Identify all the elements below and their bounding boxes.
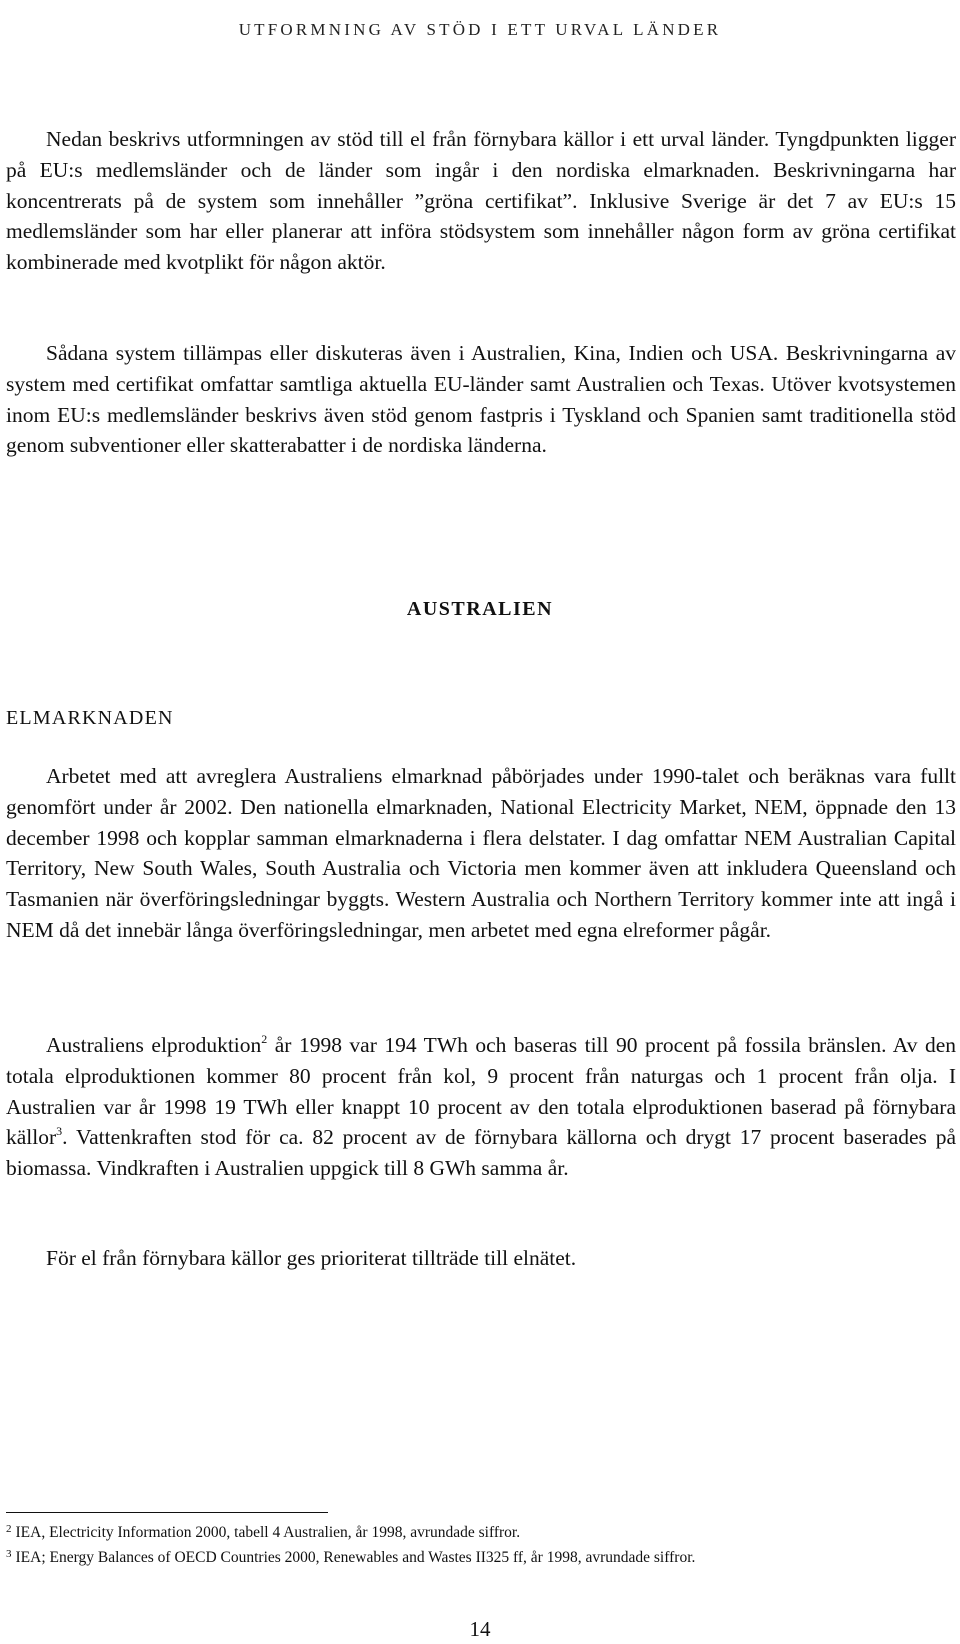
footnote-divider xyxy=(6,1512,328,1513)
intro-paragraph-2 xyxy=(6,338,956,461)
section-title: AUSTRALIEN xyxy=(406,598,554,620)
footnote-text: IEA; Energy Balances of OECD Countries 2000, Renewables and Wastes II325 ff, år 1998, avrundade siffror. xyxy=(15,1549,696,1566)
section-paragraph-1-text: Arbetet med att avreglera Australiens elmarknad påbörjades under 1990-talet och beräknas vara fullt genomfört under år 2002. Den nationella elmarknaden, National Electricity Market, NEM, öppnade den 13 december 1998 och kopplar samman elmarknaderna i flera delstater. I dag omfattar NEM Australian Capital Territory, New South Wales, South Australia och Victoria men kommer även att inkludera Queensland och Tasmanien när överföringsledningar byggts. Western Australia och Northern Territory kommer inte att ingå i NEM då det innebär långa överföringsledningar, men arbetet med egna elreformer pågår. xyxy=(6,764,956,942)
intro-paragraph-2-text: Sådana system tillämpas eller diskuteras även i Australien, Kina, Indien och USA. Beskrivningarna av system med certifikat omfattar samtliga aktuella EU-länder samt Australien och Texas. Utöver kvotsystemen inom EU:s medlemsländer beskrivs även stöd genom fastpris i Tyskland och Spanien samt traditionella stöd genom subventioner eller skatterabatter i de nordiska länderna. xyxy=(6,341,956,458)
footnote-number: 3 xyxy=(6,1548,12,1560)
footnote-2 xyxy=(6,1520,956,1545)
section-paragraph-2-text-c: . Vattenkraften stod för ca. 82 procent av de förnybara källorna och drygt 17 procent baserades på biomassa. Vindkraften i Australien uppgick till 8 GWh samma år. xyxy=(6,1125,956,1181)
running-header: UTFORMNING AV STÖD I ETT URVAL LÄNDER xyxy=(238,20,722,39)
footnote-text: IEA, Electricity Information 2000, tabell 4 Australien, år 1998, avrundade siffror. xyxy=(15,1524,521,1541)
section-paragraph-3-text: För el från förnybara källor ges prioriterat tillträde till elnätet. xyxy=(46,1246,577,1270)
intro-paragraph-1-text: Nedan beskrivs utformningen av stöd till el från förnybara källor i ett urval länder. Tyngdpunkten ligger på EU:s medlemsländer och de länder som ingår i den nordiska elmarknaden. Beskrivningarna har koncentrerats på de system som innehåller ”gröna certifikat”. Inklusive Sverige är det 7 av EU:s 15 medlemsländer som har eller planerar att införa stödsystem som innehåller någon form av gröna certifikat kombinerade med kvotplikt för någon aktör. xyxy=(6,127,956,275)
footnote-reference-2[interactable]: 2 xyxy=(261,1032,268,1046)
footnotes xyxy=(6,1520,956,1570)
section-paragraph-1 xyxy=(6,761,956,946)
footnote-number: 2 xyxy=(6,1523,12,1535)
section-paragraph-2-text-b: år 1998 var 194 TWh och baseras till 90 procent på fossila bränslen. Av den totala elproduktionen kommer 80 procent från kol, 9 procent från naturgas och 1 procent från olja. I Australien var år 1998 19 TWh eller knappt 10 procent av den totala elproduktionen baserad på förnybara källor xyxy=(6,1033,956,1150)
section-paragraph-2-text-a: Australiens elproduktion xyxy=(46,1033,262,1057)
section-subheading: ELMARKNADEN xyxy=(6,707,174,729)
footnote-3 xyxy=(6,1545,956,1570)
page-number: 14 xyxy=(469,1617,491,1641)
section-paragraph-3 xyxy=(6,1243,956,1274)
intro-paragraph-1 xyxy=(6,124,956,278)
footnote-reference-3[interactable]: 3 xyxy=(56,1124,63,1139)
section-paragraph-2 xyxy=(6,1030,956,1184)
